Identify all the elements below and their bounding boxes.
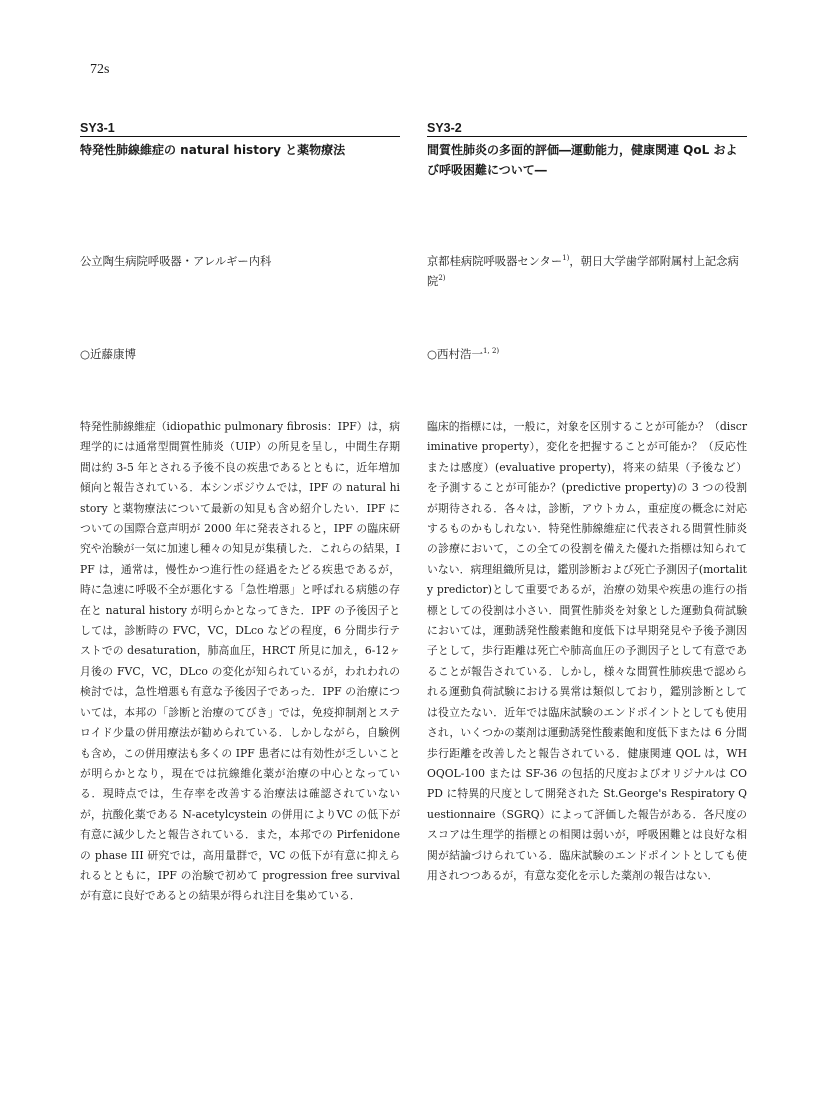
author-affiliation-mark: 1, 2)	[483, 347, 500, 356]
affiliation-1-mark: 1)	[562, 254, 570, 263]
abstract-title: 間質性肺炎の多面的評価―運動能力，健康関連 QoL および呼吸困難について―	[427, 143, 738, 177]
session-id: SY3-1	[80, 120, 400, 137]
affiliation-2: ，朝日大学歯学部附属村上記念病院	[427, 255, 739, 288]
affiliation: 公立陶生病院呼吸器・アレルギー内科	[80, 255, 272, 268]
author: ○近藤康博	[80, 347, 137, 361]
abstract-title: 特発性肺線維症の natural history と薬物療法	[80, 143, 346, 157]
abstract-sy3-2	[427, 120, 747, 364]
abstract-body-sy3-2: 臨床的指標には，一般に，対象を区別することが可能か？（discriminative property），変化を把握することが可能か？（反応性または感度）(evaluative property)，将来の結果（予後など）を予測することが可能か？(predictive property)の 3 つの役割が期待される．各々は，診断，アウトカム，重症度の概念に対応するものかもしれない．特発性肺線維症に代表される間質性肺炎の診療において，この全ての役割を備えた優れた指標は知られていない．病理組織所見は，鑑別診断および死亡予測因子(mortality predictor)として重要であるが，治療の効果や疾患の進行の指標としての役割は小さい．間質性肺炎を対象とした運動負荷試験においては，運動誘発性酸素飽和度低下は早期発見や予後予測因子として，歩行距離は死亡や肺高血圧の予測因子として有意であることが報告されている．しかし，様々な間質性肺疾患で認められる運動負荷試験における異常は類似しており，鑑別診断としては役立たない．近年では臨床試験のエンドポイントとしても使用され，いくつかの薬剤は運動誘発性酸素飽和度低下または 6 分間歩行距離を改善したと報告されている．健康関連 QOL は，WHOQOL-100 または SF-36 の包括的尺度およびオリジナルは COPD に特異的尺度として開発された St.George's Respiratory Questionnaire（SGRQ）によって評価した報告がある．各尺度のスコアは生理学的指標との相関は弱いが，呼吸困難とは良好な相関が結論づけられている．臨床試験のエンドポイントとしても使用されつつあるが，有意な変化を示した薬剤の報告はない．	[427, 420, 747, 882]
author	[427, 344, 747, 364]
affiliation	[427, 252, 747, 296]
affiliation-2-mark: 2)	[438, 274, 446, 283]
affiliation-1: 京都桂病院呼吸器センター	[427, 255, 563, 268]
session-id: SY3-2	[427, 120, 747, 137]
page-number: 72s	[90, 62, 110, 77]
author-name: ○西村浩一	[427, 347, 484, 361]
abstract-body-sy3-1: 特発性肺線維症（idiopathic pulmonary fibrosis：IPF）は，病理学的には通常型間質性肺炎（UIP）の所見を呈し，中間生存期間は約 3-5 年とされる予後不良の疾患であるとともに，近年増加傾向と報告されている．本シンポジウムでは，IPF の natural history と薬物療法について最新の知見も含め紹介したい．IPF についての国際合意声明が 2000 年に発表されると，IPF の臨床研究や治験が一気に加速し種々の知見が集積した．これらの結果，IPF は，通常は，慢性かつ進行性の経過をたどる疾患であるが，時に急速に呼吸不全が悪化する「急性増悪」と呼ばれる病態の存在と natural history が明らかとなってきた．IPF の予後因子としては，診断時の FVC，VC，DLco などの程度，6 分間歩行テストでの desaturation，肺高血圧，HRCT 所見に加え，6-12ヶ月後の FVC，VC，DLco の変化が知られているが，われわれの検討では，急性増悪も有意な予後因子であった．IPF の治療については，本邦の「診断と治療のてびき」では，免疫抑制剤とステロイド少量の併用療法が勧められている．しかしながら，自験例も含め，この併用療法も多くの IPF 患者には有効性が乏しいことが明らかとなり，現在では抗線維化薬が治療の中心となっている．現時点では，生存率を改善する治療法は確認されていないが，抗酸化薬である N-acetylcystein の併用によりVC の低下が有意に減少したと報告されている．また，本邦での Pirfenidone の phase III 研究では，高用量群で，VC の低下が有意に抑えられるとともに，IPF の治験で初めて progression free survival が有意に良好であるとの結果が得られ注目を集めている．	[80, 420, 400, 903]
abstract-sy3-1	[80, 120, 400, 364]
